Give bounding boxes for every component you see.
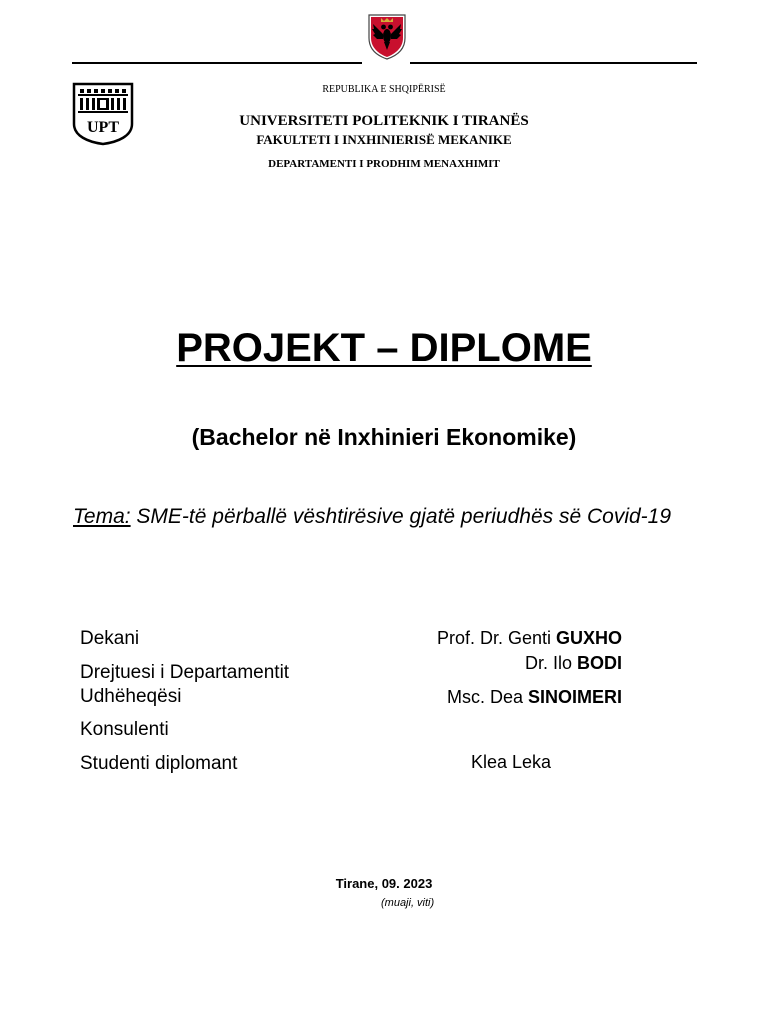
albanian-eagle-emblem-icon [366, 12, 408, 60]
head-prefix: Dr. Ilo [524, 653, 577, 673]
topic-label: Tema: [73, 505, 131, 528]
document-date: Tirane, 09. 2023 [335, 876, 433, 891]
supervisor-name [447, 687, 622, 708]
faculty-name: FAKULTETI I INXHINIERISË MEKANIKE [256, 132, 512, 147]
role-consultant: Konsulenti [80, 719, 169, 740]
role-dean: Dekani [80, 628, 140, 649]
document-title: PROJEKT – DIPLOME [176, 326, 592, 370]
head-surname: BODI [577, 653, 622, 673]
student-name: Klea Leka [470, 752, 551, 772]
dean-prefix: Prof. Dr. Genti [436, 628, 556, 648]
department-head-name [525, 653, 622, 674]
department-name: DEPARTAMENTI I PRODHIM MENAXHIMIT [268, 158, 500, 170]
thesis-topic [73, 503, 723, 531]
upt-logo-text: UPT [87, 119, 119, 136]
role-student: Studenti diplomant [80, 753, 238, 774]
university-name: UNIVERSITETI POLITEKNIK I TIRANËS [239, 113, 529, 129]
header-rule-left [72, 62, 362, 64]
supervisor-prefix: Msc. Dea [446, 687, 528, 707]
role-supervisor: Udhëheqësi [80, 686, 182, 707]
republic-name: REPUBLIKA E SHQIPËRISË [322, 84, 446, 95]
topic-text: SME-të përballë vështirësive gjatë periudhës së Covid-19 [130, 505, 672, 528]
date-note: (muaji, viti) [381, 897, 435, 909]
document-subtitle: (Bachelor në Inxhinieri Ekonomike) [191, 424, 577, 450]
supervisor-surname: SINOIMERI [527, 687, 622, 707]
dean-surname: GUXHO [555, 628, 622, 648]
role-department-head: Drejtuesi i Departamentit [80, 662, 290, 683]
header-rule-right [410, 62, 697, 64]
dean-name [437, 628, 622, 649]
